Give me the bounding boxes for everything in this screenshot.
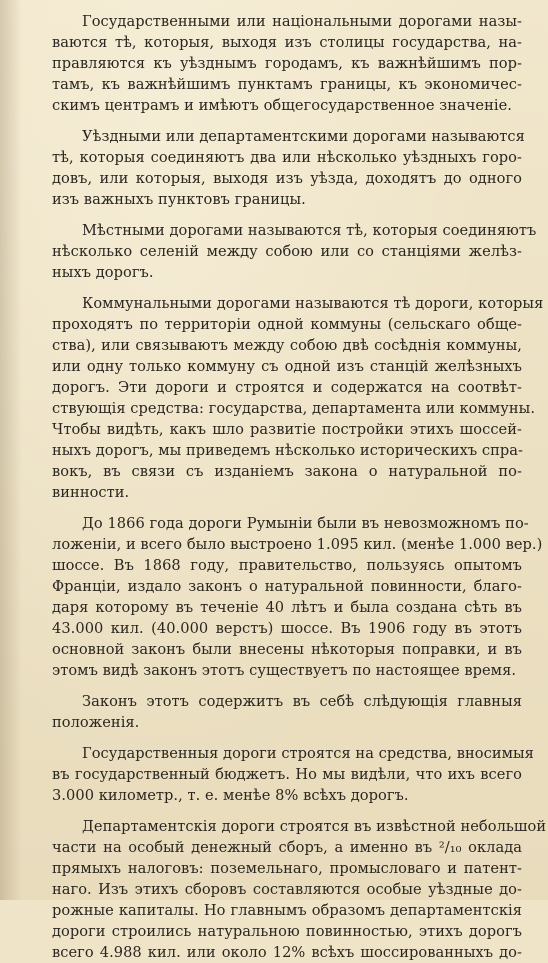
text-line: нѣсколько селеній между собою или со станціями желѣз-	[52, 243, 522, 260]
text-line: Уѣздными или департаментскими дорогами называются	[82, 128, 525, 145]
text-line: скимъ центрамъ и имѣютъ общегосударственное значеніе.	[52, 97, 512, 114]
text-line: изъ важныхъ пунктовъ границы.	[52, 191, 306, 208]
text-line: правляются къ уѣзднымъ городамъ, къ важнѣйшимъ пор-	[52, 55, 522, 72]
text-line: До 1866 года дороги Румыніи были въ невозможномъ по-	[82, 515, 529, 532]
text-line: вокъ, въ связи съ изданіемъ закона о натуральной по-	[52, 463, 522, 480]
text-line: 43.000 кил. (40.000 верстъ) шоссе. Въ 1906 году въ этотъ	[52, 620, 522, 637]
text-line: 3.000 километр., т. е. менѣе 8% всѣхъ дорогъ.	[52, 787, 409, 804]
text-line: проходятъ по территоріи одной коммуны (сельскаго обще-	[52, 316, 522, 333]
text-line: рожные капиталы. Но главнымъ образомъ департаментскія	[52, 902, 522, 919]
text-line: Законъ этотъ содержитъ въ себѣ слѣдующія главныя	[82, 693, 522, 710]
text-line: ствующія средства: государства, департамента или коммуны.	[52, 400, 536, 417]
text-line: ваются тѣ, которыя, выходя изъ столицы государства, на-	[52, 34, 522, 51]
text-line: ложеніи, и всего было выстроено 1.095 кил. (менѣе 1.000 вер.)	[52, 536, 543, 553]
text-line: всего 4.988 кил. или около 12% всѣхъ шоссированныхъ до-	[52, 944, 522, 961]
text-line: тѣ, которыя соединяютъ два или нѣсколько уѣздныхъ горо-	[52, 149, 522, 166]
text-line: дороги строились натуральною повинностью, этихъ дорогъ	[52, 923, 522, 940]
text-line: положенія.	[52, 714, 140, 731]
text-line: довъ, или которыя, выходя изъ уѣзда, доходятъ до одного	[52, 170, 522, 187]
text-line: винности.	[52, 484, 130, 501]
paragraph-national-roads	[52, 11, 522, 116]
paragraph-local-roads	[52, 220, 537, 283]
paragraph-communal-roads	[52, 293, 544, 503]
text-line: дорогъ. Эти дороги и строятся и содержатся на соотвѣт-	[52, 379, 522, 396]
text-line: ныхъ дорогъ.	[52, 264, 154, 281]
text-line: или одну только коммуну съ одной изъ станцій желѣзныхъ	[52, 358, 522, 375]
paragraph-history-1866	[52, 513, 543, 681]
text-line: части на особый денежный сборъ, а именно въ ²/₁₀ оклада	[52, 839, 522, 856]
text-line: тамъ, къ важнѣйшимъ пунктамъ границы, къ экономичес-	[52, 76, 522, 93]
text-line: основной законъ были внесены нѣкоторыя поправки, и въ	[52, 641, 522, 658]
text-line: шоссе. Въ 1868 году, правительство, пользуясь опытомъ	[52, 557, 522, 574]
text-line: наго. Изъ этихъ сборовъ составляются особые уѣздные до-	[52, 881, 522, 898]
text-line: Государственныя дороги строятся на средства, вносимыя	[82, 745, 534, 762]
text-line: ныхъ дорогъ, мы приведемъ нѣсколько историческихъ спра-	[52, 442, 524, 459]
text-line: ства), или связываютъ между собою двѣ сосѣднія коммуны,	[52, 337, 522, 354]
paragraph-law-contents	[52, 691, 522, 733]
text-line: этомъ видѣ законъ этотъ существуетъ по настоящее время.	[52, 662, 517, 679]
text-line: въ государственный бюджетъ. Но мы видѣли, что ихъ всего	[52, 766, 522, 783]
text-line: Государственными или національными дорогами назы-	[82, 13, 522, 30]
text-line: Департаментскія дороги строятся въ извѣстной небольшой	[82, 818, 547, 835]
text-line: Чтобы видѣть, какъ шло развитіе постройки этихъ шоссей-	[52, 421, 522, 438]
text-line: Мѣстными дорогами называются тѣ, которыя соединяютъ	[82, 222, 537, 239]
text-line: прямыхъ налоговъ: поземельнаго, промысловаго и патент-	[52, 860, 522, 877]
paragraph-district-roads	[52, 126, 525, 210]
text-line: даря которому въ теченіе 40 лѣтъ и была создана сѣть въ	[52, 599, 522, 616]
text-line: Коммунальными дорогами называются тѣ дороги, которыя	[82, 295, 544, 312]
paragraph-departmental-roads-funding	[52, 816, 547, 963]
text-line: Франціи, издало законъ о натуральной повинности, благо-	[52, 578, 522, 595]
paragraph-state-roads-budget	[52, 743, 534, 806]
